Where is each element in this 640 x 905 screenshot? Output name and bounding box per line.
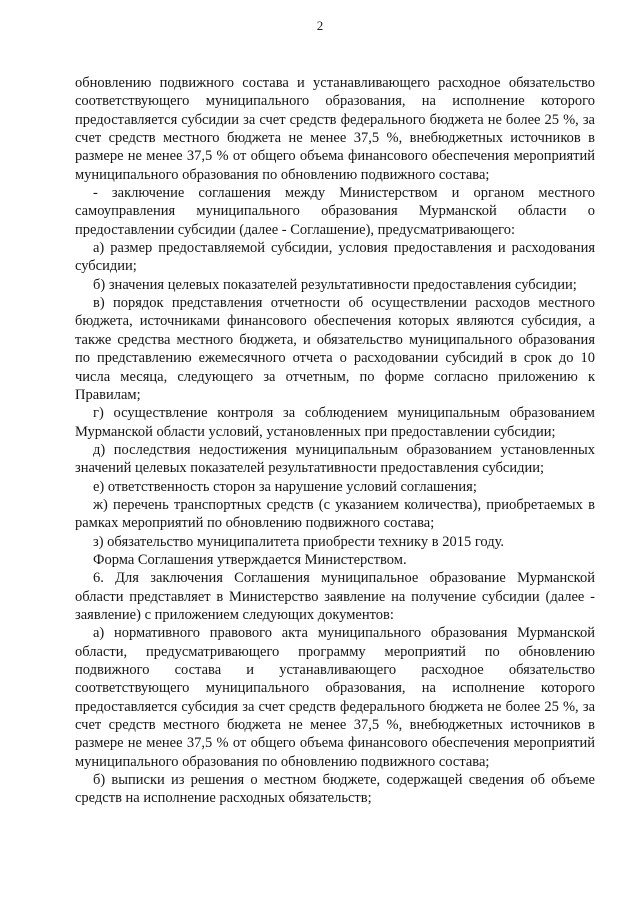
paragraph-item-d: д) последствия недостижения муниципальным образованием установленных значений целевых показателей результативности предоставления субсидии; — [75, 441, 595, 477]
paragraph-item-z: з) обязательство муниципалитета приобрести технику в 2015 году. — [93, 533, 505, 550]
paragraph-item-b: б) значения целевых показателей результативности предоставления субсидии; — [93, 276, 577, 293]
paragraph-item-zh: ж) перечень транспортных средств (с указанием количества), приобретаемых в рамках мероприятий по обновлению подвижного состава; — [75, 496, 595, 532]
paragraph-item-v: в) порядок представления отчетности об осуществлении расходов местного бюджета, источниками финансового обеспечения которых являются субсидия, а также средства местного бюджета, и обязательство муниципального образования по представлению ежемесячного отчета о расходовании субсидий в срок до 10 числа месяца, следующего за отчетным, по форме согласно приложению к Правилам; — [75, 295, 595, 403]
paragraph-item-g: г) осуществление контроля за соблюдением муниципальным образованием Мурманской области условий, установленных при предоставлении субсидии; — [75, 405, 595, 440]
paragraph-item-e: е) ответственность сторон за нарушение условий соглашения; — [93, 478, 477, 495]
paragraph-agreement: - заключение соглашения между Министерством и органом местного самоуправления муниципального образования Мурманской области о предоставлении субсидии (далее - Соглашение), предусматривающего: — [75, 185, 595, 238]
paragraph-section-6: 6. Для заключения Соглашения муниципальное образование Мурманской области представляет в Министерство заявление на получение субсидии (далее - заявление) с приложением следующих документов: — [75, 570, 595, 623]
page-number: 2 — [316, 18, 324, 33]
paragraph-item-a: а) размер предоставляемой субсидии, условия предоставления и расходования субсидии; — [75, 240, 595, 275]
paragraph-doc-a: а) нормативного правового акта муниципального образования Мурманской области, предусматривающего программу мероприятий по обновлению подвижного состава и устанавливающего расходное обязательство соответствующего муниципального образования, на исполнение которого предоставляется субсидия за счет средств федерального бюджета не более 25 %, за счет средств местного бюджета не менее 37,5 %, внебюджетных источников в размере не менее 37,5 % от общего объема финансового обеспечения мероприятий муниципального образования по обновлению подвижного состава; — [75, 625, 595, 770]
document-text — [75, 74, 595, 808]
paragraph-doc-b: б) выписки из решения о местном бюджете, содержащей сведения об объеме средств на исполнение расходных обязательств; — [75, 772, 595, 807]
paragraph-continuation: обновлению подвижного состава и устанавливающего расходное обязательство соответствующего муниципального образования, на исполнение которого предоставляется субсидии за счет средств федерального бюджета не более 25 %, за счет средств местного бюджета не менее 37,5 %, внебюджетных источников в размере не менее 37,5 % от общего объема финансового обеспечения мероприятий муниципального образования по обновлению подвижного состава; — [75, 75, 595, 183]
paragraph-form-note: Форма Соглашения утверждается Министерством. — [93, 551, 407, 568]
